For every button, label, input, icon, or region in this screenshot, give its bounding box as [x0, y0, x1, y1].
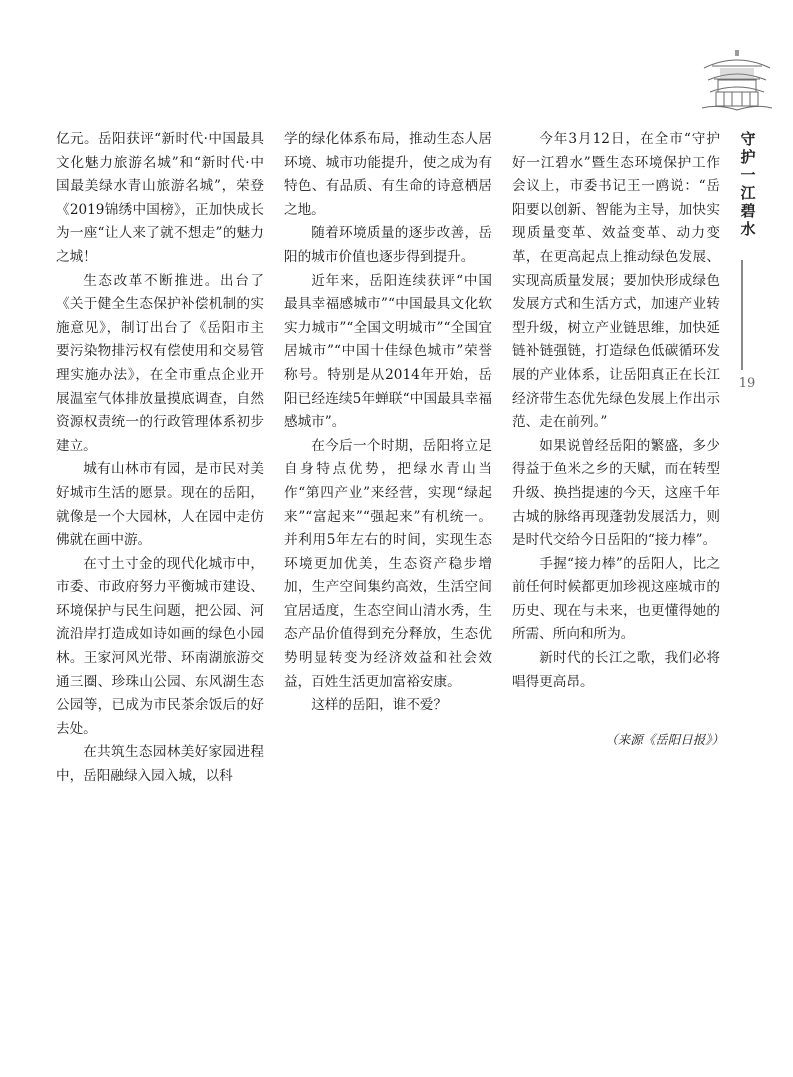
paragraph: 生态改革不断推进。出台了《关于健全生态保护补偿机制的实施意见》，制订出台了《岳阳市主要污染物排污权有偿使用和交易管理实施办法》，在全市重点企业开展温室气体排放量摸底调查，自然资源权责统一的行政管理体系初步建立。: [56, 272, 264, 454]
article-column-2: [284, 128, 492, 718]
paragraph: 在共筑生态园林美好家园进程中，岳阳融绿入园入城，以科: [56, 744, 264, 785]
side-divider-line: [741, 260, 743, 370]
paragraph: 如果说曾经岳阳的繁盛，多少得益于鱼米之乡的天赋，而在转型升级、换挡提速的今天，这座千年古城的脉络再现蓬勃发展活力，则是时代交给今日岳阳的“接力棒”。: [512, 437, 720, 549]
paragraph: 这样的岳阳，谁不爱？: [311, 697, 448, 714]
page-number: 19: [738, 376, 756, 391]
paragraph: 学的绿化体系布局，推动生态人居环境、城市功能提升，使之成为有特色、有品质、有生命的诗意栖居之地。: [284, 131, 492, 218]
paragraph: 随着环境质量的逐步改善，岳阳的城市价值也逐步得到提升。: [284, 225, 492, 265]
article-column-1: [56, 128, 264, 789]
article-column-3: [512, 128, 720, 694]
source-credit: （来源《岳阳日报》）: [605, 732, 724, 747]
section-title-vertical: 守护一江碧水: [740, 130, 756, 238]
paragraph: 新时代的长江之歌，我们必将唱得更高昂。: [512, 650, 720, 690]
paragraph: 今年3月12日，在全市“守护好一江碧水”暨生态环境保护工作会议上，市委书记王一鸥说：“岳阳要以创新、智能为主导，加快实现质量变革、效益变革、动力变革，在更高起点上推动绿色发展、实现高质量发展；要加快形成绿色发展方式和生活方式，加速产业转型升级，树立产业链思维，加快延链补链强链，打造绿色低碳循环发展的产业体系，让岳阳真正在长江经济带生态优先绿色发展上作出示范、走在前列。”: [512, 131, 720, 431]
yueyang-tower-emblem-icon: [698, 46, 776, 118]
paragraph: 近年来，岳阳连续获评“中国最具幸福感城市”“中国最具文化软实力城市”“全国文明城市”“全国宜居城市”“中国十佳绿色城市”荣誉称号。特别是从2014年开始，岳阳已经连续5年蝉联“中国最具幸福感城市”。: [284, 272, 492, 431]
paragraph: 城有山林市有园，是市民对美好城市生活的愿景。现在的岳阳，就像是一个大园林，人在园中走仿佛就在画中游。: [56, 461, 264, 549]
paragraph: 在今后一个时期，岳阳将立足自身特点优势，把绿水青山当作“第四产业”来经营，实现“绿起来”“富起来”“强起来”有机统一。并利用5年左右的时间，实现生态环境更加优美，生态资产稳步增加，生产空间集约高效，生活空间宜居适度，生态空间山清水秀，生态产品价值得到充分释放，生态优势明显转变为经济效益和社会效益，百姓生活更加富裕安康。: [284, 437, 492, 690]
paragraph: 手握“接力棒”的岳阳人，比之前任何时候都更加珍视这座城市的历史、现在与未来，也更懂得她的所需、所向和所为。: [512, 555, 720, 643]
paragraph: 在寸土寸金的现代化城市中，市委、市政府努力平衡城市建设、环境保护与民生问题，把公园、河流沿岸打造成如诗如画的绿色小园林。王家河风光带、环南湖旅游交通三圈、珍珠山公园、东风湖生态公园等，已成为市民茶余饭后的好去处。: [56, 555, 264, 737]
paragraph: 亿元。岳阳获评“新时代·中国最具文化魅力旅游名城”和“新时代·中国最美绿水青山旅游名城”，荣登《2019锦绣中国榜》，正加快成长为一座“让人来了就不想走”的魅力之城！: [56, 131, 264, 265]
